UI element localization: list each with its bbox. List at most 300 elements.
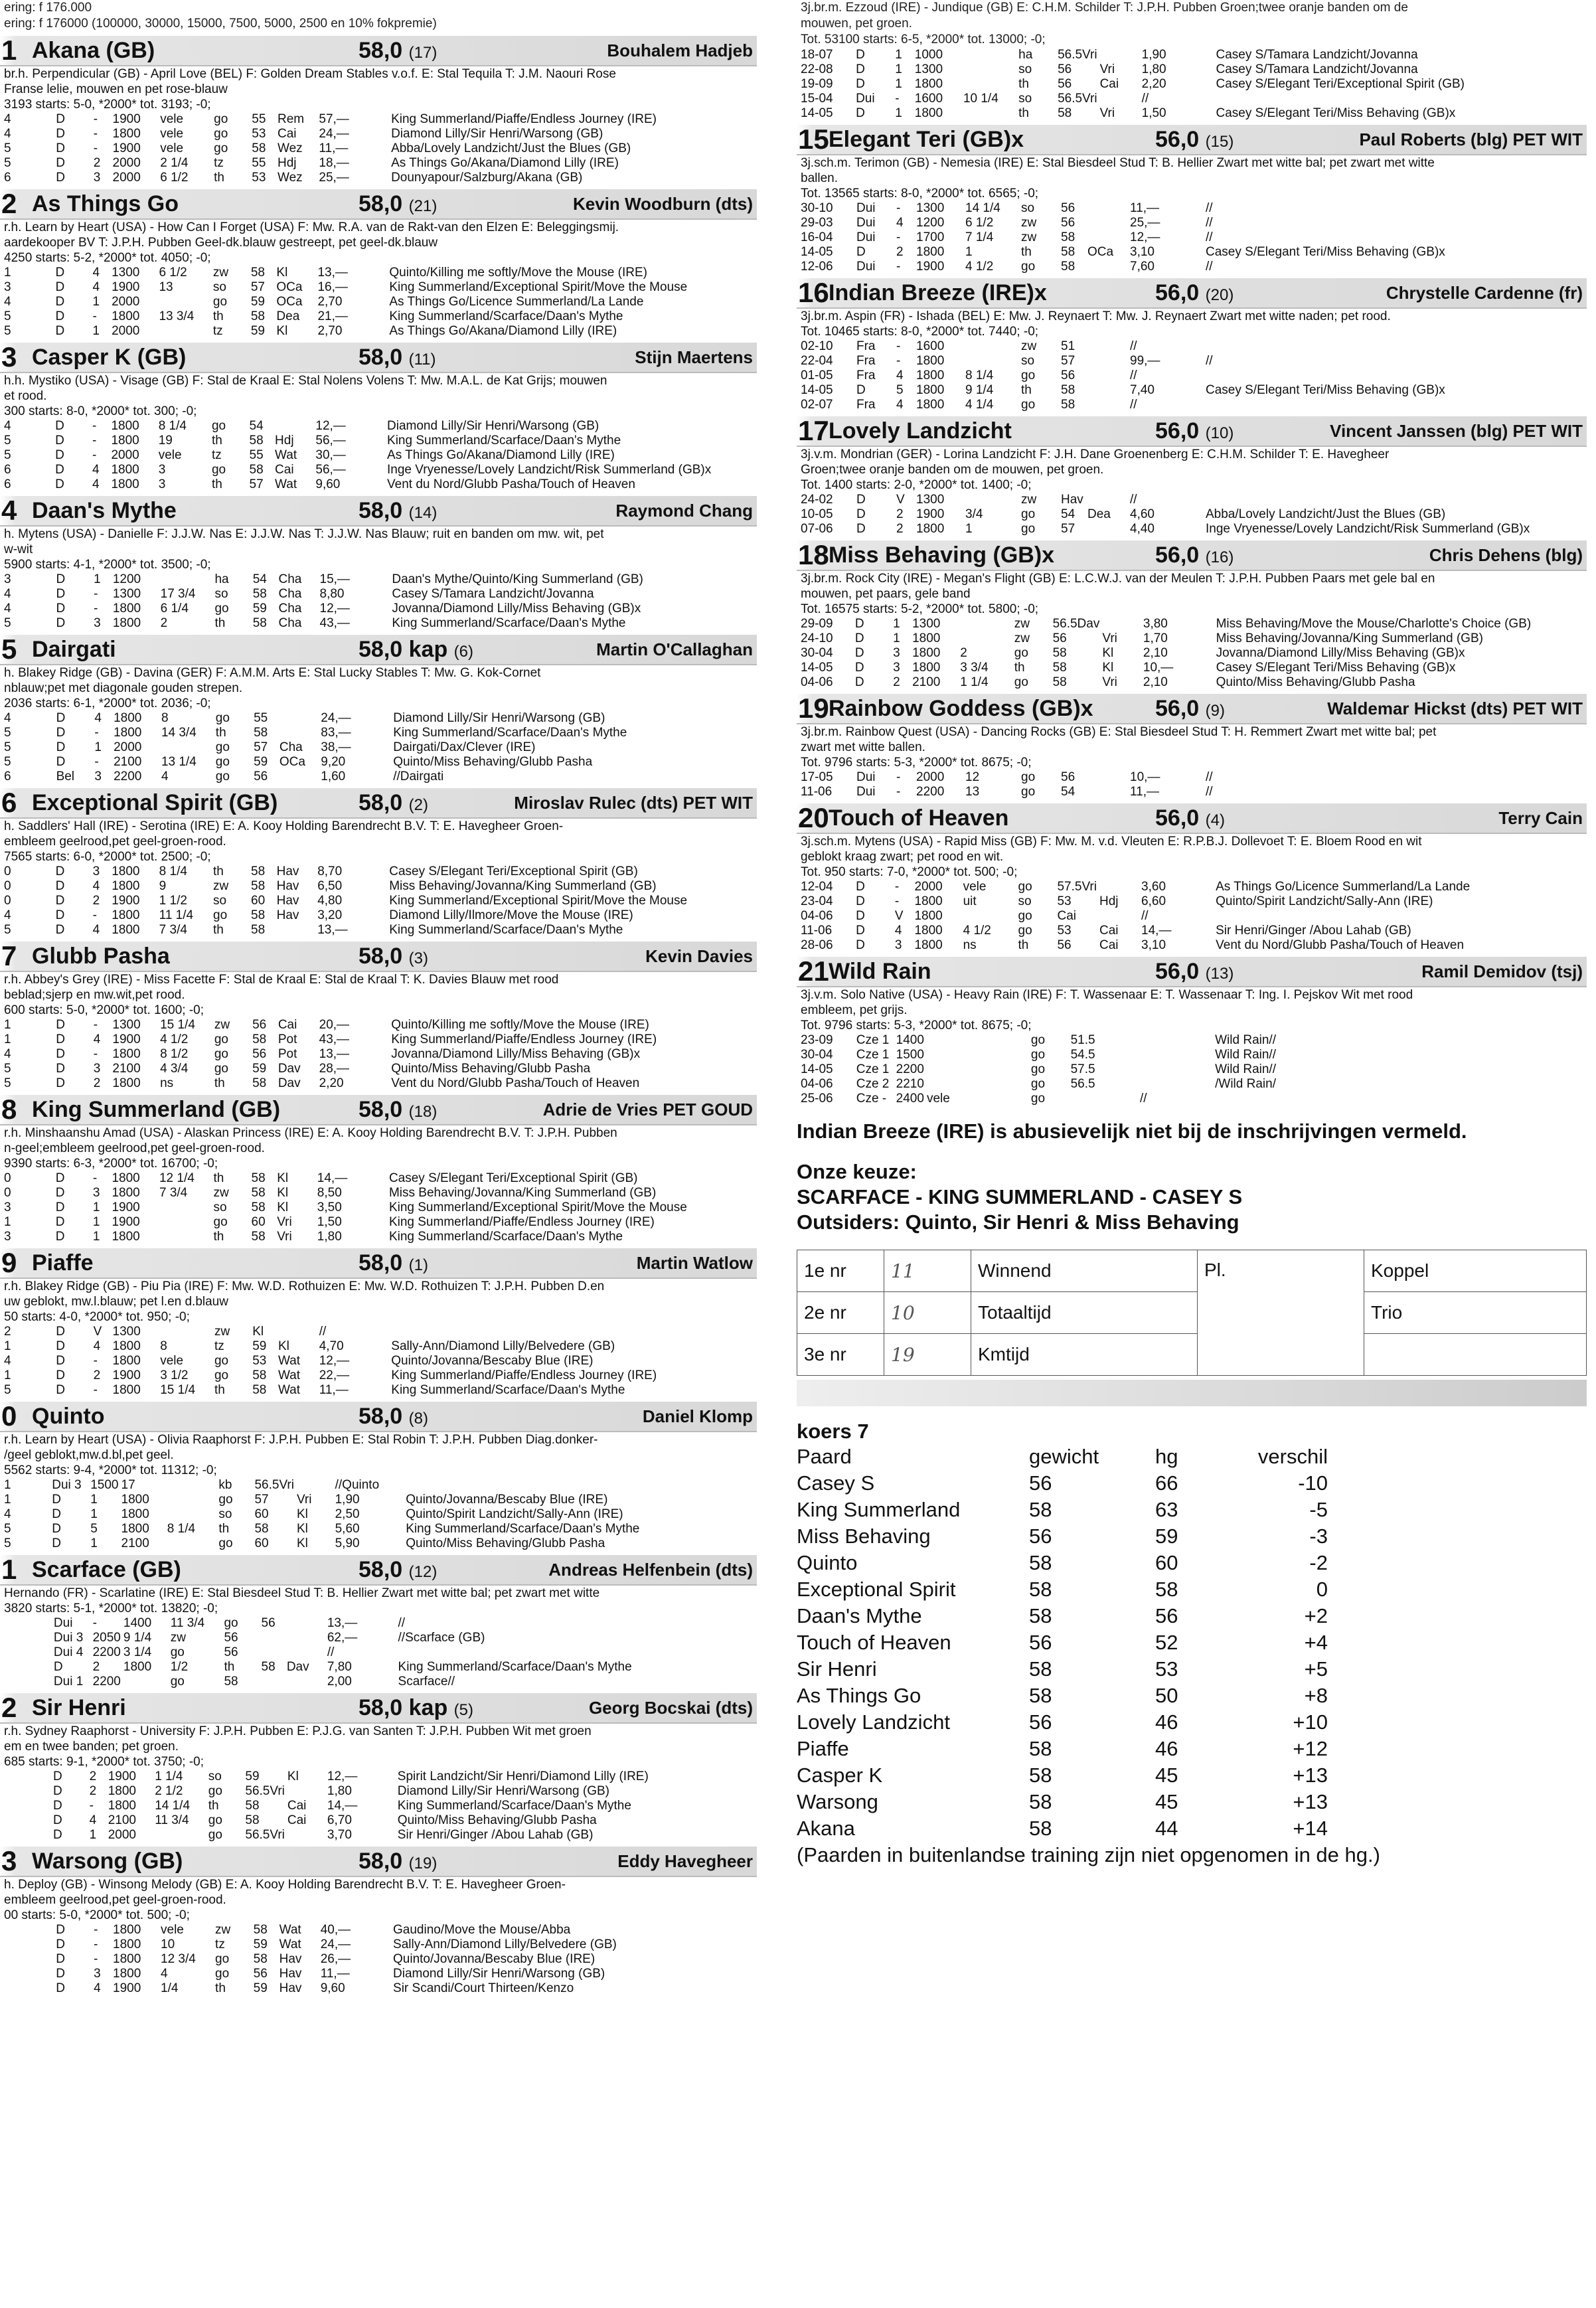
form-cell: Cha — [278, 572, 302, 586]
horse-name: Exceptional Spirit (GB) — [32, 789, 278, 815]
form-cell: so — [213, 894, 227, 908]
form-row — [4, 1493, 757, 1507]
form-cell: Miss Behaving/Jovanna/King Summerland (GB) — [388, 1186, 657, 1200]
form-cell: //Dairgati — [393, 770, 444, 783]
koers-row — [797, 1523, 1328, 1550]
form-cell: 59 — [250, 324, 265, 338]
form-cell: King Summerland/Piaffe/Endless Journey (IRE) — [391, 1032, 657, 1046]
form-cell: // — [1206, 230, 1213, 244]
horse-jockey: Martin O'Callaghan — [596, 639, 753, 659]
koers-cell: 56 — [1029, 1710, 1052, 1734]
horse-entry — [797, 278, 1587, 412]
form-cell: 55 — [249, 448, 264, 462]
form-row — [801, 1062, 1587, 1077]
horse-header — [797, 957, 1587, 987]
form-cell: 3,80 — [1143, 617, 1168, 631]
form-cell: Cai — [278, 1018, 297, 1032]
form-row — [4, 1215, 757, 1230]
form-cell: 9 — [159, 879, 167, 893]
form-cell: 12 1/4 — [159, 1171, 195, 1185]
form-cell: ha — [214, 572, 229, 586]
form-cell: Wild Rain// — [1215, 1062, 1276, 1076]
form-row — [4, 1967, 757, 1981]
horse-header — [0, 1402, 757, 1432]
form-cell — [159, 1200, 214, 1215]
form-cell: D — [56, 1368, 65, 1382]
form-cell: go — [1014, 675, 1028, 689]
form-cell: D — [55, 908, 65, 922]
form-cell — [287, 1675, 327, 1689]
horse-description: geblokt kraag zwart; pet rood en wit. — [801, 850, 1004, 864]
horse-number: 2 — [1, 188, 17, 219]
form-cell: th — [211, 477, 222, 491]
form-cell: 2100 — [108, 1813, 136, 1827]
form-cell: vele — [963, 880, 987, 894]
form-cell: 6 1/4 — [160, 602, 189, 616]
form-cell: 2,70 — [317, 295, 343, 309]
form-cell: Vri — [1099, 62, 1115, 76]
form-cell — [287, 1631, 327, 1645]
top-note-line: mouwen, pet groen. — [801, 17, 912, 31]
form-cell: 59 — [253, 1981, 268, 1995]
form-cell: - — [94, 1952, 98, 1966]
form-row — [4, 1047, 757, 1062]
form-cell: 16,— — [317, 280, 348, 294]
form-cell: 2000 — [114, 740, 142, 754]
horse-number: 4 — [1, 495, 17, 526]
form-cell: go — [1030, 1033, 1046, 1047]
koers-footnote: (Paarden in buitenlandse training zijn niet opgenomen in de hg.) — [797, 1843, 1380, 1866]
koers-cell: +2 — [1304, 1604, 1328, 1627]
form-cell: 15 1/4 — [160, 1018, 195, 1032]
form-cell: 2100 — [912, 675, 941, 689]
form-cell: 1 — [893, 631, 900, 645]
form-cell: 1800 — [914, 77, 943, 91]
form-row — [4, 894, 757, 908]
form-cell: D — [56, 1923, 65, 1937]
form-cell: 13 — [159, 280, 173, 294]
form-cell: 20,— — [319, 1018, 350, 1032]
horse-jockey: Raymond Chang — [615, 500, 753, 521]
form-cell: Dui — [856, 260, 876, 274]
form-cell: go — [1030, 1092, 1046, 1106]
handwritten-number: 11 — [884, 1250, 971, 1292]
form-cell: 1800 — [912, 646, 941, 660]
horse-entry — [797, 416, 1587, 536]
form-cell: 7,40 — [1130, 383, 1155, 397]
horse-entry — [0, 1402, 757, 1551]
form-row — [4, 1952, 757, 1967]
form-cell: 2,20 — [1141, 77, 1166, 91]
form-row — [4, 477, 757, 492]
form-cell: // — [1206, 354, 1213, 368]
form-cell: 8 1/4 — [965, 369, 994, 382]
form-cell: As Things Go/Licence Summerland/La Lande — [389, 295, 644, 309]
form-cell: As Things Go/Akana/Diamond Lilly (IRE) — [387, 448, 615, 462]
form-cell: 14-05 — [801, 383, 833, 397]
koers-cell: 46 — [1155, 1737, 1178, 1760]
form-cell: 3 — [158, 463, 166, 477]
form-cell: Cai — [287, 1813, 307, 1827]
horse-description: h.h. Mystiko (USA) - Visage (GB) F: Stal de Kraal E: Stal Nolens Volens T: Mw. M.A.L. de Kat Grijs; mouwen — [4, 374, 607, 388]
form-cell: D — [52, 1813, 62, 1827]
form-cell: 9 1/4 — [123, 1631, 152, 1645]
form-cell: 1200 — [916, 216, 945, 230]
form-cell: D — [56, 141, 66, 155]
form-cell: 4 — [92, 477, 100, 491]
form-cell: Spirit Landzicht/Sir Henri/Diamond Lilly (IRE) — [397, 1770, 649, 1783]
form-cell: 56 — [224, 1631, 238, 1645]
top-note-line: ering: f 176000 (100000, 30000, 15000, 7500, 5000, 2500 en 10% fokpremie) — [4, 17, 437, 31]
form-cell — [976, 1048, 1031, 1062]
form-cell: 38,— — [321, 740, 351, 754]
form-cell: 15-04 — [801, 92, 833, 106]
form-cell: 59 — [250, 295, 265, 309]
horse-header — [0, 1555, 757, 1586]
form-cell: 28-06 — [801, 938, 833, 952]
form-cell: /Wild Rain/ — [1215, 1077, 1276, 1091]
form-cell: go — [170, 1645, 185, 1659]
our-choice-title: Onze keuze: — [797, 1160, 917, 1183]
horse-header — [0, 189, 757, 220]
form-cell: Casey S/Elegant Teri/Miss Behaving (GB)x — [1206, 245, 1445, 259]
form-cell: 1800 — [108, 1799, 136, 1813]
form-cell: 58 — [252, 141, 266, 155]
form-cell: 5 — [90, 1522, 98, 1536]
form-cell: 1 — [92, 295, 100, 309]
form-cell: D — [56, 112, 66, 126]
form-row — [801, 77, 1587, 92]
form-row — [801, 880, 1587, 894]
form-cell: 5 — [4, 156, 11, 170]
form-cell: D — [56, 740, 66, 754]
form-cell: 4 — [4, 587, 11, 601]
horse-header — [0, 1248, 757, 1279]
form-cell: Pot — [278, 1032, 297, 1046]
horse-draw: (3) — [408, 949, 428, 967]
form-cell: D — [55, 1186, 65, 1200]
form-cell: 2000 — [112, 156, 141, 170]
form-cell: vele — [160, 127, 184, 141]
form-cell: 1,50 — [1141, 106, 1166, 120]
form-cell: D — [56, 616, 66, 630]
form-table — [4, 1923, 757, 1996]
horse-number: 16 — [798, 277, 829, 308]
form-cell: 23-09 — [801, 1033, 833, 1047]
form-cell: go — [213, 1215, 228, 1229]
form-cell: 56 — [224, 1645, 238, 1659]
form-cell: 1500 — [90, 1478, 119, 1492]
form-cell: Kl — [277, 1171, 289, 1185]
form-cell: 3 1/4 — [123, 1645, 152, 1659]
form-cell: 5,60 — [335, 1522, 360, 1536]
form-cell: Inge Vryenesse/Lovely Landzicht/Risk Summerland (GB)x — [1206, 522, 1530, 536]
form-cell: 1800 — [112, 1339, 141, 1353]
horse-weight: 56,0 (13) — [1155, 958, 1234, 984]
form-cell: - — [896, 230, 901, 244]
form-cell: Vent du Nord/Glubb Pasha/Touch of Heaven — [1216, 938, 1465, 952]
form-cell: 60 — [251, 894, 266, 908]
form-cell: Wez — [278, 171, 303, 185]
form-cell: D — [56, 1354, 65, 1368]
form-cell: 5 — [4, 324, 11, 338]
form-cell: th — [1018, 106, 1029, 120]
form-cell — [963, 77, 1018, 92]
form-cell: - — [92, 419, 97, 433]
form-row — [801, 909, 1587, 924]
form-cell: Casey S/Tamara Landzicht/Jovanna — [1216, 48, 1418, 62]
form-row — [801, 339, 1580, 354]
form-cell: go — [215, 740, 230, 754]
form-cell — [1102, 617, 1143, 631]
koers-cell: +14 — [1293, 1817, 1328, 1840]
form-cell: D — [52, 1828, 62, 1842]
top-note-line: Tot. 53100 starts: 6-5, *2000* tot. 13000; -0; — [801, 33, 1046, 46]
horse-name: Casper K (GB) — [32, 344, 187, 370]
form-row — [4, 295, 757, 309]
horse-jockey: Eddy Havegheer — [617, 1851, 753, 1871]
form-table — [801, 617, 1587, 690]
form-cell: D — [56, 602, 66, 616]
form-cell: vele — [160, 1354, 184, 1368]
form-cell: - — [94, 602, 98, 616]
form-cell: 1800 — [113, 1967, 141, 1981]
form-row — [801, 245, 1580, 260]
bet-label: 2e nr — [797, 1292, 884, 1334]
form-cell: Casey S/Elegant Teri/Miss Behaving (GB)x — [1216, 106, 1456, 120]
form-cell: 58 — [250, 309, 265, 323]
form-cell: 56.5Vri — [245, 1784, 285, 1798]
horse-description: Hernando (FR) - Scarlatine (IRE) E: Stal Biesdeel Stud T: B. Hellier Zwart met witte bal; pet zwart met witte — [4, 1586, 600, 1600]
horse-name: Akana (GB) — [32, 37, 155, 63]
form-cell — [1100, 92, 1142, 106]
form-cell: 56 — [1058, 62, 1072, 76]
form-cell: Quinto/Miss Behaving/Glubb Pasha — [1216, 675, 1415, 689]
horse-description: /geel geblokt,mw.d.bl,pet geel. — [4, 1448, 174, 1462]
form-cell: 19-09 — [801, 77, 833, 91]
form-cell: 3 1/2 — [160, 1368, 189, 1382]
form-cell: 4 — [92, 280, 100, 294]
form-cell: King Summerland/Piaffe/Endless Journey (IRE) — [388, 1215, 655, 1229]
form-row — [801, 48, 1587, 62]
form-row — [4, 711, 757, 726]
form-cell: 11,— — [1130, 201, 1160, 215]
form-cell: Dui — [856, 92, 875, 106]
koers-row — [797, 1550, 1328, 1576]
form-cell: 1300 — [916, 201, 945, 215]
form-cell: th — [213, 923, 224, 937]
form-row — [801, 398, 1580, 412]
horse-draw: (19) — [408, 1854, 438, 1872]
form-cell — [4, 1660, 54, 1675]
horse-draw: (21) — [408, 197, 438, 215]
form-cell: 2000 — [112, 324, 140, 338]
form-cell: Quinto/Miss Behaving/Glubb Pasha — [406, 1536, 605, 1550]
form-cell: 58 — [261, 1660, 276, 1674]
form-cell: D — [52, 1522, 61, 1536]
form-cell: 24,— — [319, 127, 349, 141]
form-cell: Wild Rain// — [1215, 1048, 1276, 1062]
form-cell: 6 — [4, 463, 11, 477]
form-cell: Dui 4 — [53, 1645, 84, 1659]
form-cell: D — [56, 572, 66, 586]
form-table — [801, 493, 1580, 536]
form-cell: tz — [214, 156, 224, 170]
horse-name: Lovely Landzicht — [829, 418, 1012, 444]
horse-description: 3j.br.m. Aspin (FR) - Ishada (BEL) E: Mw. J. Reynaert T: Mw. J. Reynaert Zwart met witte naden; pet rood. — [801, 309, 1391, 323]
form-cell: 1/4 — [161, 1981, 179, 1995]
koers-header: Paard — [797, 1445, 852, 1468]
form-cell: 58 — [251, 865, 266, 878]
form-cell — [1206, 339, 1580, 354]
form-cell: 3,10 — [1141, 938, 1166, 952]
form-cell: D — [856, 880, 865, 894]
form-cell: - — [92, 1616, 97, 1630]
form-row — [4, 740, 757, 755]
form-cell — [1140, 1077, 1215, 1092]
form-cell: 58 — [252, 616, 267, 630]
form-cell: 59 — [253, 1937, 268, 1951]
form-cell: D — [52, 1799, 62, 1813]
form-cell: 1 — [4, 1493, 11, 1507]
form-cell: 1800 — [112, 127, 141, 141]
horse-entry — [797, 694, 1587, 799]
form-cell: 5 — [4, 1076, 11, 1090]
form-cell: 40,— — [320, 1923, 351, 1937]
form-cell: D — [856, 106, 865, 120]
horse-description: h. Saddlers' Hall (IRE) - Serotina (IRE) E: A. Kooy Holding Barendrecht B.V. T: E. Havegheer Groen- — [4, 819, 564, 833]
form-cell: th — [1021, 383, 1032, 397]
form-cell: 5 — [4, 923, 11, 937]
form-cell: 56 — [1052, 631, 1067, 645]
form-cell — [297, 1478, 335, 1493]
form-cell: 1,70 — [1143, 631, 1168, 645]
horse-description: 4250 starts: 5-2, *2000* tot. 4050; -0; — [4, 251, 211, 265]
form-cell: go — [214, 602, 229, 616]
form-cell: 59 — [252, 1062, 267, 1076]
form-cell: 1900 — [916, 260, 945, 274]
form-row — [4, 1230, 757, 1244]
horse-description: nblauw;pet met diagonale gouden strepen. — [4, 681, 243, 695]
form-cell: 1800 — [112, 1047, 141, 1061]
form-cell — [4, 1799, 53, 1813]
form-cell: 1800 — [121, 1507, 149, 1521]
form-cell: 3,60 — [1141, 880, 1166, 894]
form-cell — [1087, 339, 1130, 354]
form-cell: 1800 — [914, 106, 943, 120]
form-table — [4, 419, 757, 492]
form-cell: th — [213, 1230, 224, 1244]
form-cell: 5 — [4, 1536, 11, 1550]
form-cell: 19 — [158, 434, 173, 448]
form-cell: As Things Go/Akana/Diamond Lilly (IRE) — [391, 156, 619, 170]
form-row — [801, 646, 1587, 661]
form-cell: D — [55, 419, 64, 433]
form-cell: 24,— — [320, 1937, 351, 1951]
form-cell — [1087, 216, 1130, 230]
horse-weight: 58,0 (1) — [359, 1250, 428, 1276]
form-cell: Fra — [856, 369, 876, 382]
form-row — [4, 1981, 757, 1996]
form-cell: vele — [926, 1092, 950, 1106]
form-cell: D — [56, 1967, 65, 1981]
form-row — [4, 463, 757, 477]
form-cell: 10-05 — [801, 507, 833, 521]
form-row — [801, 938, 1587, 953]
form-cell: - — [92, 309, 97, 323]
form-row — [4, 602, 757, 616]
form-cell — [159, 1230, 214, 1244]
form-cell: 1800 — [113, 1937, 141, 1951]
horse-description: r.h. Minshaanshu Amad (USA) - Alaskan Princess (IRE) E: A. Kooy Holding Barendrecht B.V. T: J.P.H. Pubben — [4, 1126, 617, 1140]
form-cell — [4, 1828, 53, 1843]
horse-number: 15 — [798, 124, 829, 155]
form-cell: Dui — [856, 201, 876, 215]
horse-weight: 58,0 (11) — [359, 344, 436, 370]
form-cell: th — [1021, 245, 1032, 259]
form-table — [4, 1770, 757, 1843]
form-cell — [275, 419, 315, 434]
form-cell: 57.5 — [1070, 1062, 1095, 1076]
form-cell: 17 3/4 — [160, 587, 196, 601]
form-cell: Hav — [276, 879, 299, 893]
form-cell: 2 — [4, 1325, 11, 1339]
form-cell: 1800 — [112, 1076, 141, 1090]
form-cell — [1140, 1033, 1215, 1048]
form-cell — [1098, 1062, 1140, 1077]
bet-type: Kmtijd — [971, 1334, 1198, 1376]
horse-description: 300 starts: 8-0, *2000* tot. 300; -0; — [4, 404, 197, 418]
form-cell: 1900 — [112, 1215, 140, 1229]
form-cell — [927, 1033, 976, 1048]
horse-draw: (16) — [1205, 548, 1234, 566]
form-cell: 60 — [254, 1507, 269, 1521]
koers-cell: +12 — [1293, 1737, 1328, 1760]
form-cell: - — [896, 201, 901, 215]
form-cell: 1,90 — [335, 1493, 360, 1507]
form-cell: Fra — [856, 354, 876, 368]
form-cell: - — [896, 260, 901, 274]
form-cell: 5 — [4, 1522, 11, 1536]
form-cell: go — [214, 1047, 228, 1061]
bet-type: Winnend — [971, 1250, 1198, 1292]
form-cell: Vent du Nord/Glubb Pasha/Touch of Heaven — [387, 477, 635, 491]
form-cell: 2100 — [121, 1536, 149, 1550]
form-cell: 5 — [4, 448, 11, 462]
form-cell: 4 — [4, 1507, 11, 1521]
form-cell — [1215, 1092, 1587, 1106]
form-cell: D — [52, 1784, 62, 1798]
horse-description: embleem, pet grijs. — [801, 1003, 908, 1017]
horse-description: Tot. 16575 starts: 5-2, *2000* tot. 5800; -0; — [801, 602, 1039, 616]
form-cell: 3 — [92, 1186, 100, 1200]
form-cell — [277, 923, 318, 938]
form-cell: 4 — [92, 463, 100, 477]
form-cell: 12,— — [1130, 230, 1160, 244]
horse-jockey: Vincent Janssen (blg) PET WIT — [1330, 420, 1583, 441]
koers-cell: Quinto — [797, 1551, 858, 1574]
form-table — [4, 711, 757, 784]
form-cell: 54 — [249, 419, 264, 433]
form-cell: zw — [214, 1018, 230, 1032]
form-cell: Wat — [278, 1354, 301, 1368]
form-cell: D — [856, 48, 865, 62]
form-cell — [1087, 785, 1130, 799]
form-row — [4, 1813, 757, 1828]
horse-description: mouwen, pet paars, gele band — [801, 587, 971, 601]
horse-jockey: Miroslav Rulec (dts) PET WIT — [514, 792, 753, 813]
koers-cell: 50 — [1155, 1684, 1178, 1707]
